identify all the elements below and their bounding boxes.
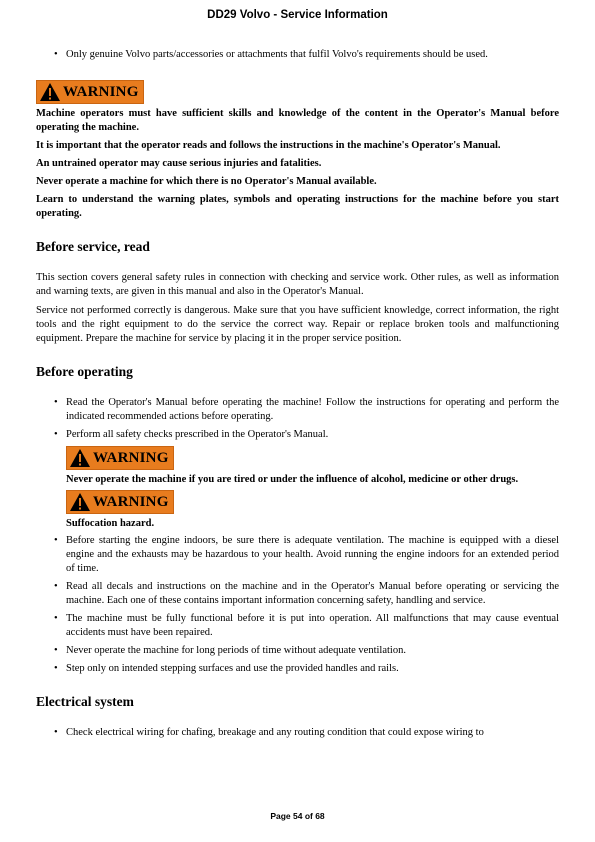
- list-item: • Only genuine Volvo parts/accessories or attachments that fulfil Volvo's requirements should be used.: [36, 48, 559, 62]
- page-footer: Page 54 of 68: [270, 811, 325, 821]
- warning-line: It is important that the operator reads and follows the instructions in the machine's Operator's Manual.: [36, 140, 501, 151]
- section-before-service: [36, 239, 559, 346]
- warning-line: Suffocation hazard.: [66, 518, 155, 529]
- section-heading: Electrical system: [36, 694, 134, 709]
- bullet-list: [36, 726, 559, 740]
- warning-badge: [66, 446, 174, 470]
- list-item: • Step only on intended stepping surfaces and use the provided handles and rails.: [36, 662, 559, 676]
- list-item: • Check electrical wiring for chafing, breakage and any routing condition that could expose wiring to: [36, 726, 559, 740]
- list-item: • Never operate the machine for long periods of time without adequate ventilation.: [36, 644, 559, 658]
- list-item: • The machine must be fully functional before it is put into operation. All malfunctions that may cause eventual accidents must have been repaired.: [36, 612, 559, 640]
- bullet-list: [36, 396, 559, 442]
- list-item: • Perform all safety checks prescribed in the Operator's Manual.: [36, 428, 559, 442]
- warning-line: Machine operators must have sufficient skills and knowledge of the content in the Operator's Manual before operating the machine.: [36, 108, 559, 133]
- document-body: [36, 48, 559, 744]
- warning-label: WARNING: [63, 83, 139, 100]
- section-before-operating: [36, 364, 559, 676]
- warning-label: WARNING: [93, 449, 169, 466]
- warning-line: Learn to understand the warning plates, symbols and operating instructions for the machine before you start operating.: [36, 194, 559, 219]
- warning-line: Never operate a machine for which there is no Operator's Manual available.: [36, 176, 377, 187]
- warning-badge: [66, 490, 174, 514]
- warning-triangle-icon: [69, 492, 91, 512]
- warning-label: WARNING: [93, 493, 169, 510]
- warning-badge: [36, 80, 144, 104]
- warning-line: Never operate the machine if you are tired or under the influence of alcohol, medicine or other drugs.: [66, 474, 519, 485]
- section-heading: Before operating: [36, 364, 133, 379]
- top-bullet-list: [36, 48, 559, 62]
- section-heading: Before service, read: [36, 239, 150, 254]
- list-item: • Read the Operator's Manual before operating the machine! Follow the instructions for operating and perform the indicated recommended actions before operating.: [36, 396, 559, 424]
- bullet-list: [36, 534, 559, 676]
- warning-triangle-icon: [69, 448, 91, 468]
- warning-line: An untrained operator may cause serious injuries and fatalities.: [36, 158, 322, 169]
- warning-triangle-icon: [39, 82, 61, 102]
- page-header: DD29 Volvo - Service Information: [207, 9, 388, 21]
- list-item: • Read all decals and instructions on the machine and in the Operator's Manual before operating or servicing the machine. Each one of these contains important information concerning safety, handling and service.: [36, 580, 559, 608]
- warning-block: [36, 80, 559, 221]
- section-electrical-system: [36, 694, 559, 740]
- inner-warning-block: [36, 446, 559, 531]
- list-item: • Before starting the engine indoors, be sure there is adequate ventilation. The machine is equipped with a diesel engine and the exhausts may be hazardous to your health. Avoid running the engine indoors for an extended period of time.: [36, 534, 559, 576]
- paragraph: This section covers general safety rules in connection with checking and service work. Other rules, as well as information and warning texts, are given in this manual and also in the Operator's Manual.: [36, 272, 559, 297]
- paragraph: Service not performed correctly is dangerous. Make sure that you have sufficient knowledge, correct information, the right tools and the right equipment to do the service the correct way. Repair or replace broken tools and malfunctioning equipment. Prepare the machine for service by placing it in the proper service position.: [36, 305, 559, 344]
